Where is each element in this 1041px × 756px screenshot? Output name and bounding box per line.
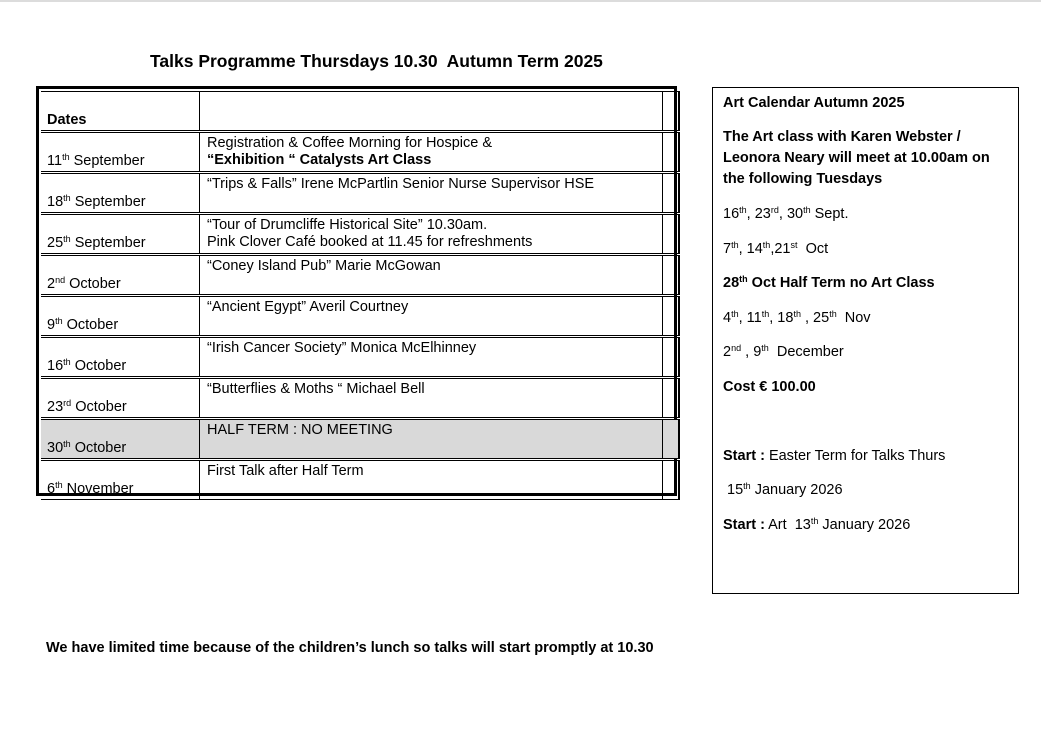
start-talks-line: Start : Easter Term for Talks Thurs xyxy=(723,448,946,464)
page-title: Talks Programme Thursdays 10.30 Autumn Term 2025 xyxy=(150,51,603,71)
table-row-half-term xyxy=(41,419,680,459)
art-dates-october: 7th, 14th,21st Oct xyxy=(723,240,829,257)
talks-start-date: 15th January 2026 xyxy=(727,481,843,498)
table-row xyxy=(41,255,680,295)
row-date: 6th November xyxy=(47,480,134,497)
row-description: “Irish Cancer Society” Monica McElhinney xyxy=(207,340,477,356)
table-row xyxy=(41,214,680,254)
art-dates-november: 4th, 11th, 18th , 25th Nov xyxy=(723,309,871,326)
table-row xyxy=(41,378,680,418)
start-art-line: Start : Art 13th January 2026 xyxy=(723,516,911,533)
table-row xyxy=(41,173,680,213)
row-description: HALF TERM : NO MEETING xyxy=(207,422,393,438)
row-description: First Talk after Half Term xyxy=(207,463,364,479)
row-description: “Coney Island Pub” Marie McGowan xyxy=(207,258,441,274)
table-header-row xyxy=(41,91,680,131)
top-border xyxy=(0,0,1041,2)
row-description: “Tour of Drumcliffe Historical Site” 10.30am. Pink Clover Café booked at 11.45 for refreshments xyxy=(207,217,533,250)
row-date: 25th September xyxy=(47,234,146,251)
row-date: 9th October xyxy=(47,316,119,333)
table-row xyxy=(41,460,680,500)
row-description: “Ancient Egypt” Averil Courtney xyxy=(207,299,409,315)
row-date: 2nd October xyxy=(47,275,121,292)
talks-table xyxy=(36,86,677,496)
table-row xyxy=(41,337,680,377)
art-cost: Cost € 100.00 xyxy=(723,379,816,395)
row-date: 16th October xyxy=(47,357,127,374)
row-date: 30th October xyxy=(47,439,127,456)
art-class-intro: The Art class with Karen Webster / Leonora Neary will meet at 10.00am on the following Tuesdays xyxy=(723,129,990,187)
table-row xyxy=(41,132,680,172)
row-date: 23rd October xyxy=(47,398,127,415)
row-date: 18th September xyxy=(47,193,146,210)
art-calendar-box xyxy=(712,87,1019,594)
table-row xyxy=(41,296,680,336)
dates-header: Dates xyxy=(47,112,87,128)
footer-note: We have limited time because of the children’s lunch so talks will start promptly at 10.30 xyxy=(46,640,654,656)
row-date: 11th September xyxy=(47,152,145,169)
row-description: “Butterflies & Moths “ Michael Bell xyxy=(207,381,425,397)
art-dates-september: 16th, 23rd, 30th Sept. xyxy=(723,205,849,222)
art-half-term-note: 28th Oct Half Term no Art Class xyxy=(723,274,935,291)
art-dates-december: 2nd , 9th December xyxy=(723,343,844,360)
row-description: Registration & Coffee Morning for Hospice & “Exhibition “ Catalysts Art Class xyxy=(207,135,493,168)
row-description: “Trips & Falls” Irene McPartlin Senior Nurse Supervisor HSE xyxy=(207,176,595,192)
art-calendar-heading: Art Calendar Autumn 2025 xyxy=(723,95,905,111)
